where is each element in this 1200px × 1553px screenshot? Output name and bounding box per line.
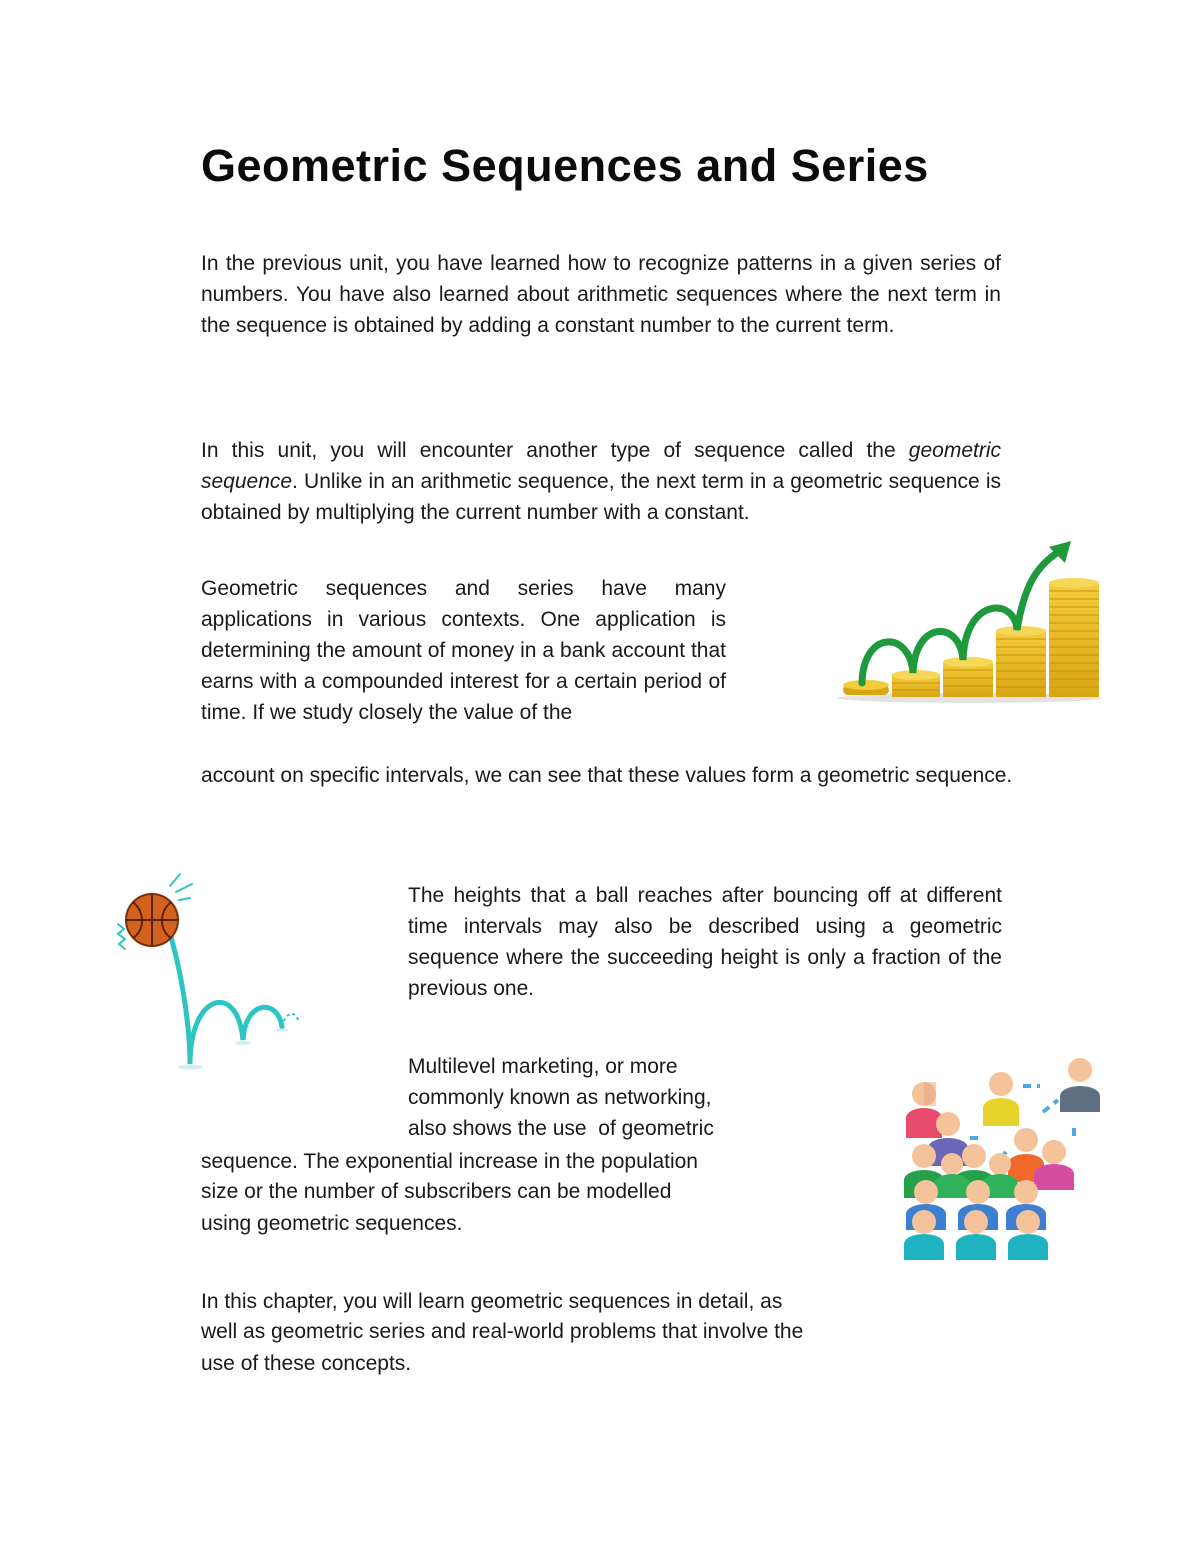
paragraph-this-unit (201, 435, 1001, 528)
bounce-trajectory (170, 934, 282, 1064)
person-yellow (983, 1072, 1019, 1126)
paragraph-bouncing-ball: The heights that a ball reaches after bouncing off at different time intervals may also be described using a geometric sequence where the succeeding height is only a fraction of the previous one. (408, 884, 1002, 1000)
chapter-line-2: well as geometric series and real-world problems that involve the (201, 1320, 804, 1343)
paragraph-applications-continued: account on specific intervals, we can see that these values form a geometric sequence. (201, 764, 1013, 787)
mlm-line-5: size or the number of subscribers can be modelled (201, 1180, 672, 1203)
geometric-sequence-emphasis: geometric sequence (201, 439, 1001, 493)
coin-stack-3 (943, 657, 993, 697)
basketball (126, 894, 178, 946)
coin-stack-5 (1049, 578, 1099, 697)
paragraph-previous-unit: In the previous unit, you have learned how to recognize patterns in a given series of numbers. You have also learned about arithmetic sequences where the next term in the sequence is obtained by adding a constant number to the current term. (201, 252, 1001, 337)
paragraph-this-unit-text-rest: . Unlike in an arithmetic sequence, the next term in a geometric sequence is obtained by multiplying the current number with a constant. (201, 470, 1001, 524)
bouncing-basketball-icon (100, 872, 305, 1072)
mlm-line-3: also shows the use of geometric (408, 1117, 714, 1140)
paragraph-applications: Geometric sequences and series have many applications in various contexts. One application is determining the amount of money in a bank account that earns with a compounded interest for a certain period of time. If we study closely the value of the (201, 577, 726, 724)
mlm-line-4: sequence. The exponential increase in the population (201, 1150, 698, 1173)
paragraph-this-unit-text: In this unit, you will encounter another type of sequence called the (201, 439, 909, 462)
coin-stack-4 (996, 626, 1046, 697)
mlm-line-2: commonly known as networking, (408, 1086, 712, 1109)
chapter-line-1: In this chapter, you will learn geometric sequences in detail, as (201, 1290, 783, 1313)
coin-stack-1 (843, 680, 889, 695)
people-network-icon (898, 1052, 1108, 1262)
page-title: Geometric Sequences and Series (201, 140, 929, 191)
coin-stack-2 (892, 670, 940, 697)
chapter-line-3: use of these concepts. (201, 1352, 412, 1375)
person-slate (1060, 1058, 1100, 1112)
person-pink (906, 1082, 942, 1138)
coins-growth-chart-icon (835, 535, 1105, 705)
mlm-line-6: using geometric sequences. (201, 1212, 463, 1235)
mlm-line-1: Multilevel marketing, or more (408, 1055, 678, 1078)
